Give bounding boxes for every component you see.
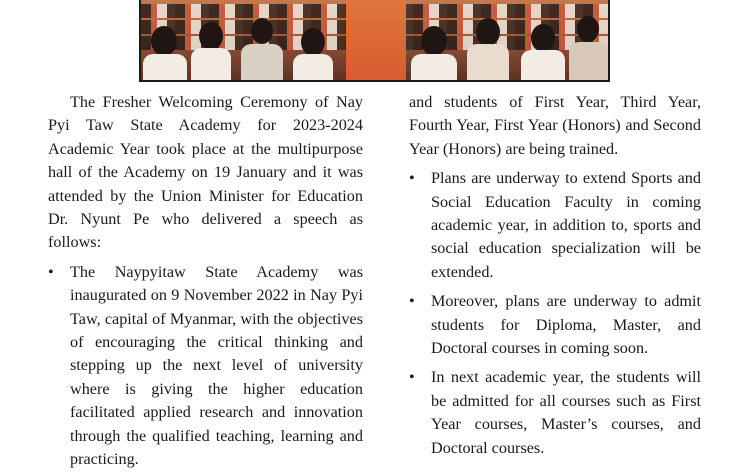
carpet-aisle (346, 0, 406, 82)
list-item: • Plans are underway to extend Sports and Social Education Faculty in coming academic year, in addition to, sports and social education specialization will be extended. (409, 167, 701, 284)
right-bullet-list (409, 167, 701, 460)
intro-paragraph: The Fresher Welcoming Ceremony of Nay Pyi Taw State Academy for 2023-2024 Academic Year took place at the multipurpose hall of the Academy on 19 January and it was attended by the Union Minister for Education Dr. Nyunt Pe who delivered a speech as follows: (48, 93, 363, 252)
left-bullet-list (48, 261, 363, 472)
continuation-paragraph: and students of First Year, Third Year, Fourth Year, First Year (Honors) and Second Year (Honors) are being trained. (409, 93, 701, 158)
left-column (48, 91, 363, 472)
list-item: • In next academic year, the students will be admitted for all courses such as First Year courses, Master’s courses, and Doctoral courses. (409, 366, 701, 460)
right-column (409, 91, 701, 460)
list-item: • Moreover, plans are underway to admit students for Diploma, Master, and Doctoral courses in coming soon. (409, 290, 701, 360)
ceremony-photo (139, 0, 610, 82)
list-item: • The Naypyitaw State Academy was inaugurated on 9 November 2022 in Nay Pyi Taw, capital of Myanmar, with the objectives of encouraging the critical thinking and stepping up the next level of university where is giving the higher education facilitated applied research and innovation through the qualified teaching, learning and practicing. (48, 261, 363, 472)
